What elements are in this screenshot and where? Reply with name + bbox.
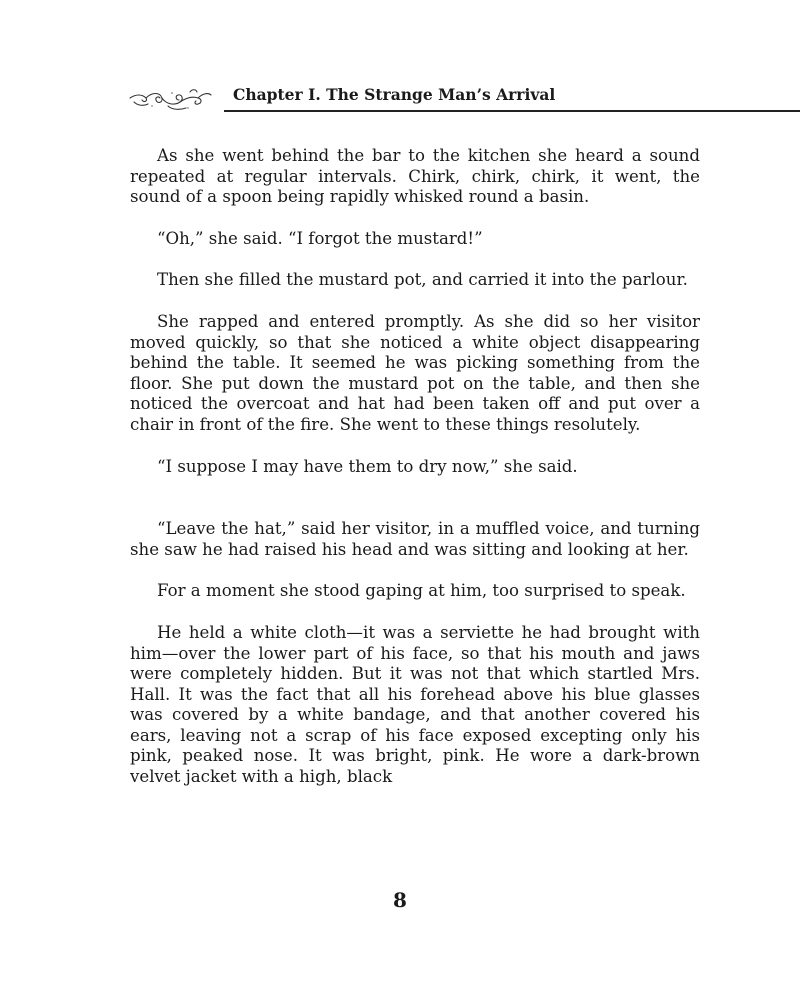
page-number: 8 [393,888,407,912]
paragraph: “I suppose I may have them to dry now,” she said. [157,456,578,476]
chapter-title: Chapter I. The Strange Man’s Arrival [233,85,556,104]
paragraph: “Leave the hat,” said her visitor, in a muffled voice, and turning she saw he had raised his head and was sitting and looking at her. [130,519,700,559]
paragraph: As she went behind the bar to the kitchen she heard a sound repeated at regular intervals. Chirk, chirk, chirk, it went, the sound of a spoon being rapidly whisked round a basin. [130,146,700,207]
paragraph: Then she filled the mustard pot, and carried it into the parlour. [157,270,688,290]
paragraph: He held a white cloth—it was a serviette he had brought with him—over the lower part of his face, so that his mouth and jaws were completely hidden. But it was not that which startled Mrs. Hall. It was the fact that all his forehead above his blue glasses was covered by a white bandage, and that another covered his ears, leaving not a scrap of his face exposed excepting only his pink, peaked nose. It was bright, pink. He wore a dark-brown velvet jacket with a high, black [130,622,700,787]
header-rule [224,110,800,112]
paragraph: “Oh,” she said. “I forgot the mustard!” [157,228,483,248]
paragraph: For a moment she stood gaping at him, too surprised to speak. [157,581,686,601]
flourish-ornament-icon [128,84,212,114]
running-header [128,80,800,116]
paragraph: She rapped and entered promptly. As she did so her visitor moved quickly, so that she noticed a white object disappearing behind the table. It seemed he was picking something from the floor. She put down the mustard pot on the table, and then she noticed the overcoat and hat had been taken off and put over a chair in front of the fire. She went to these things resolutely. [130,311,700,434]
page-text [130,146,700,788]
